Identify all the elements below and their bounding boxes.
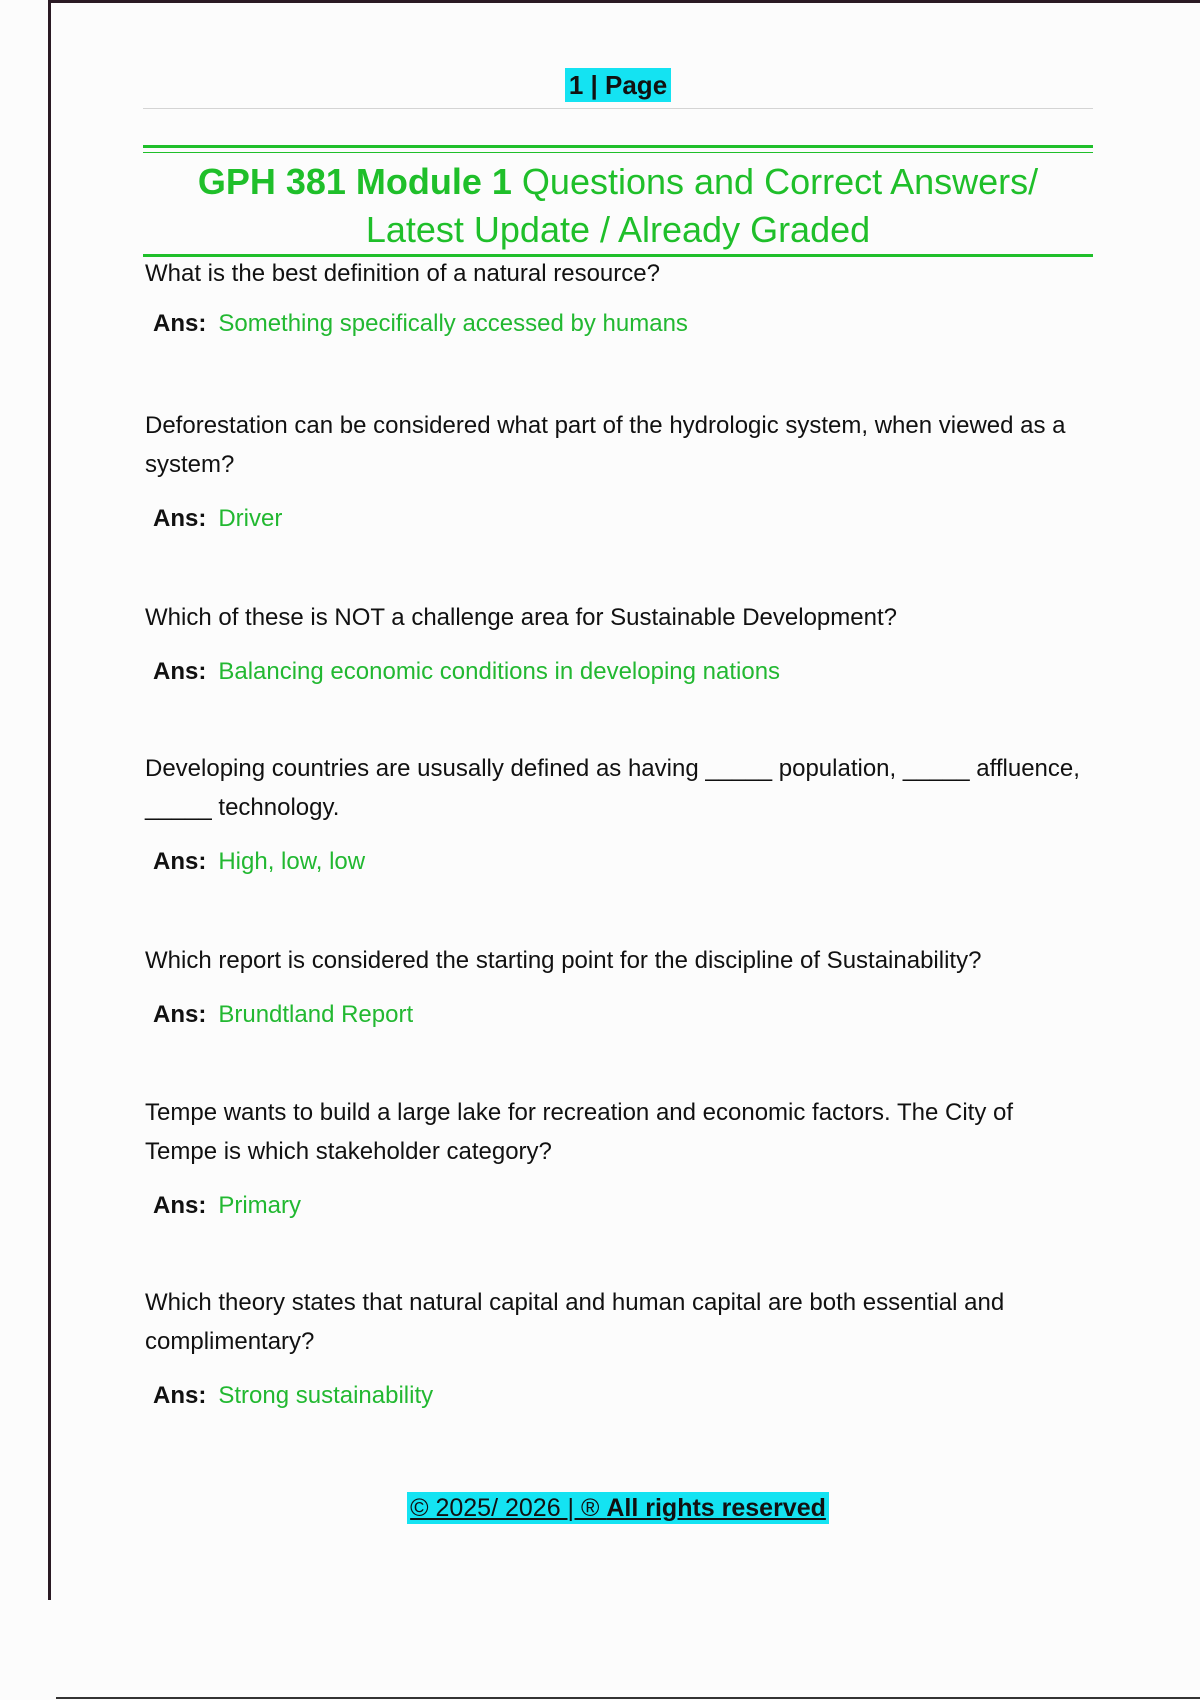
answer-label: Ans: [153, 848, 207, 875]
question-text: Deforestation can be considered what part of the hydrologic system, when viewed as a system? [145, 412, 1066, 478]
question-text: Developing countries are ususally defined as having _____ population, _____ affluence, _____ technology. [145, 755, 1080, 821]
copyright-years: © 2025/ 2026 | ® [410, 1494, 607, 1522]
document-title [143, 158, 1093, 254]
answer-text: Driver [218, 505, 283, 532]
answer-text: Primary [218, 1192, 302, 1219]
title-rule-top [143, 145, 1093, 148]
page-frame-top [48, 0, 1200, 3]
qa-item-5 [145, 941, 1085, 1030]
title-line-1 [143, 158, 1093, 206]
answer-label: Ans: [153, 1192, 207, 1219]
course-code: GPH 381 Module 1 [197, 161, 512, 202]
answer-text: High, low, low [218, 848, 366, 875]
answer-line [153, 1381, 1085, 1411]
qa-item-4 [145, 749, 1085, 877]
page-footer [143, 1492, 1093, 1524]
rights-reserved: All rights reserved [606, 1494, 826, 1522]
page-number: 1 | Page [565, 68, 671, 102]
page-frame-bottom [56, 1697, 1200, 1699]
answer-label: Ans: [153, 310, 207, 337]
answer-line [153, 1000, 1085, 1030]
question-text: Which report is considered the starting point for the discipline of Sustainability? [145, 947, 982, 974]
qa-item-2 [145, 406, 1085, 534]
answer-text: Something specifically accessed by humans [218, 310, 688, 337]
qa-item-6 [145, 1093, 1085, 1221]
answer-label: Ans: [153, 658, 207, 685]
copyright-notice [407, 1492, 829, 1524]
answer-text: Balancing economic conditions in developing nations [218, 658, 781, 685]
title-rule-top-thin [143, 152, 1093, 153]
question-text: Which of these is NOT a challenge area for Sustainable Development? [145, 604, 897, 631]
answer-line [153, 1191, 1085, 1221]
answer-text: Brundtland Report [218, 1001, 414, 1028]
answer-line [153, 504, 1085, 534]
answer-label: Ans: [153, 1382, 207, 1409]
answer-line [153, 657, 1085, 687]
qa-item-1 [145, 254, 1085, 339]
qa-item-3 [145, 598, 1085, 687]
page-frame-left [48, 0, 51, 1600]
question-text: Which theory states that natural capital and human capital are both essential and complimentary? [145, 1289, 1005, 1355]
answer-line [153, 309, 1085, 339]
question-text: What is the best definition of a natural resource? [145, 260, 660, 287]
qa-item-7 [145, 1283, 1085, 1411]
header-divider [143, 108, 1093, 109]
answer-line [153, 847, 1085, 877]
answer-label: Ans: [153, 1001, 207, 1028]
title-rest: Questions and Correct Answers/ [511, 161, 1039, 202]
title-line-2: Latest Update / Already Graded [365, 209, 871, 250]
question-text: Tempe wants to build a large lake for recreation and economic factors. The City of Tempe is which stakeholder category? [145, 1099, 1013, 1165]
answer-text: Strong sustainability [218, 1382, 434, 1409]
page-header [143, 68, 1093, 102]
answer-label: Ans: [153, 505, 207, 532]
